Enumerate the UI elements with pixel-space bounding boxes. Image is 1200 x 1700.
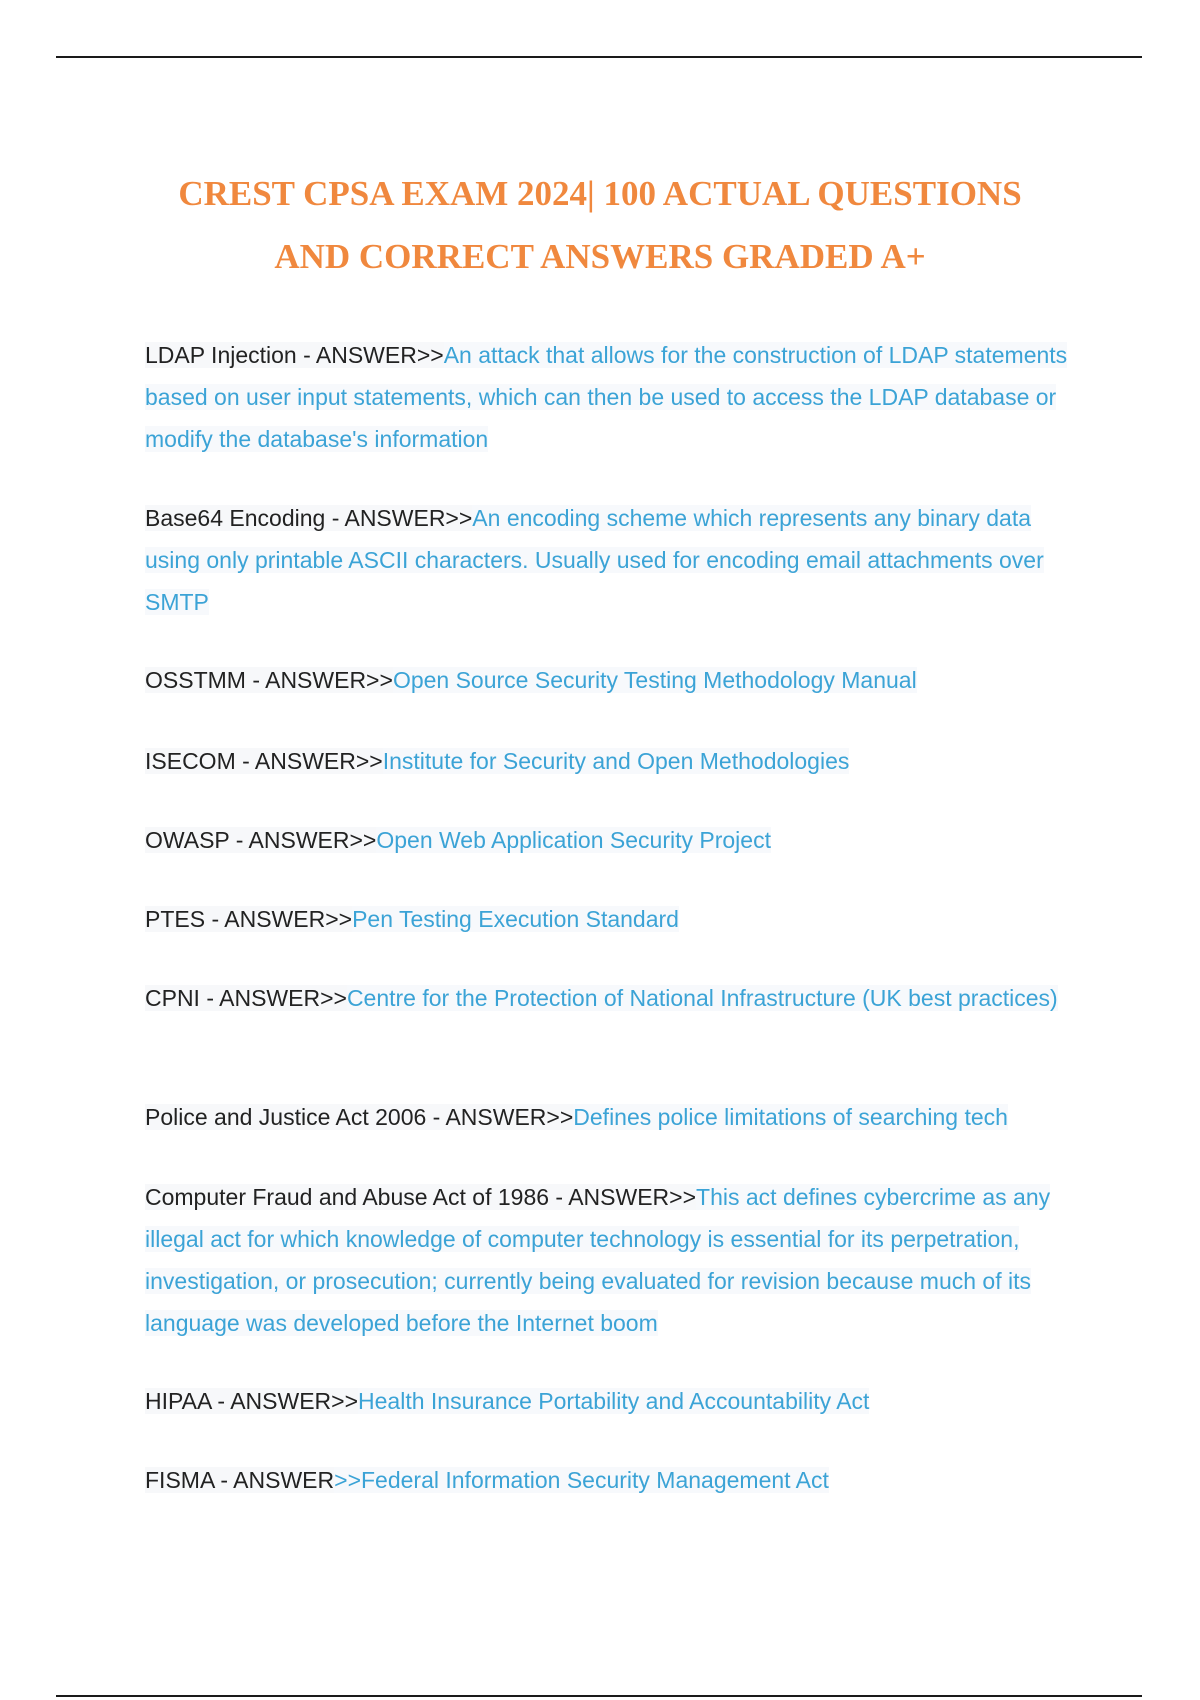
entry-term: FISMA - ANSWER <box>145 1467 335 1493</box>
qa-entry-owasp <box>145 819 1085 861</box>
qa-entry-computer-fraud-abuse-act <box>145 1176 1085 1344</box>
title-line-1: CREST CPSA EXAM 2024| 100 ACTUAL QUESTIONS <box>178 174 1022 213</box>
entry-answer: Institute for Security and Open Methodologies <box>382 748 850 774</box>
qa-entry-ldap-injection <box>145 334 1085 460</box>
entry-term: ISECOM - ANSWER>> <box>145 748 383 774</box>
bottom-rule <box>56 1695 1142 1697</box>
qa-entry-cpni <box>145 977 1085 1019</box>
entry-term: HIPAA - ANSWER>> <box>145 1388 359 1414</box>
entry-term: CPNI - ANSWER>> <box>145 985 347 1011</box>
qa-entry-isecom <box>145 740 1085 782</box>
entry-answer: An attack that allows for the construction of LDAP statements based on user input statements, which can then be used to access the LDAP database or modify the database's information <box>145 342 1068 452</box>
entry-term: Base64 Encoding - ANSWER>> <box>145 505 473 531</box>
entry-term: PTES - ANSWER>> <box>145 906 353 932</box>
qa-entry-osstmm <box>145 659 1085 701</box>
qa-entry-fisma <box>145 1459 1085 1501</box>
top-rule <box>56 56 1142 58</box>
entry-term: Police and Justice Act 2006 - ANSWER>> <box>145 1104 574 1130</box>
entry-answer: Centre for the Protection of National Infrastructure (UK best practices) <box>346 985 1058 1011</box>
entry-term: Computer Fraud and Abuse Act of 1986 - ANSWER>> <box>145 1184 697 1210</box>
entry-term: OSSTMM - ANSWER>> <box>145 667 393 693</box>
entry-answer: >>Federal Information Security Management Act <box>334 1467 829 1493</box>
qa-entry-base64-encoding <box>145 497 1085 623</box>
page-title <box>100 162 1100 288</box>
title-line-2: AND CORRECT ANSWERS GRADED A+ <box>274 237 926 276</box>
entry-answer: Pen Testing Execution Standard <box>352 906 679 932</box>
entry-answer: This act defines cybercrime as any illegal act for which knowledge of computer technology is essential for its perpetration, investigation, or prosecution; currently being evaluated for revision because much of its language was developed before the Internet boom <box>145 1184 1051 1336</box>
entry-answer: Defines police limitations of searching tech <box>573 1104 1008 1130</box>
entry-term: LDAP Injection - ANSWER>> <box>145 342 444 368</box>
qa-entry-police-justice-act <box>145 1096 1085 1138</box>
entry-answer: Open Source Security Testing Methodology Manual <box>392 667 917 693</box>
qa-entry-ptes <box>145 898 1085 940</box>
entry-answer: Health Insurance Portability and Accountability Act <box>358 1388 870 1414</box>
qa-entry-hipaa <box>145 1380 1085 1422</box>
entry-answer: An encoding scheme which represents any binary data using only printable ASCII characters. Usually used for encoding email attachments over SMTP <box>145 505 1044 615</box>
entry-answer: Open Web Application Security Project <box>376 827 771 853</box>
entry-term: OWASP - ANSWER>> <box>145 827 377 853</box>
